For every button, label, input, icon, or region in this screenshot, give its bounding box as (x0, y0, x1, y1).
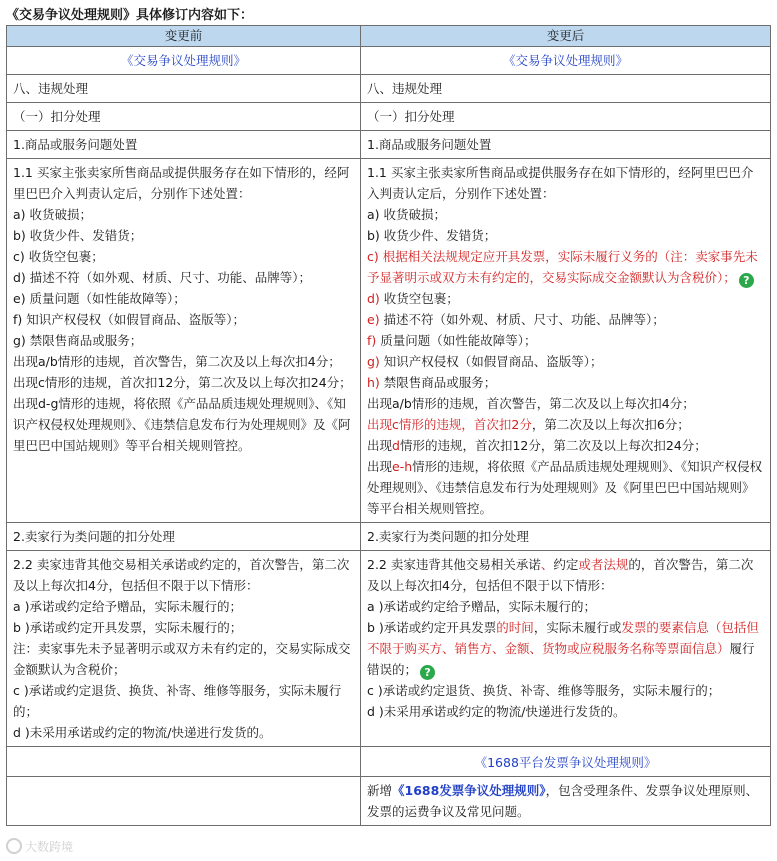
clause-line: a) 收货破损； (367, 207, 447, 222)
clause-text: 收货空包裹； (379, 291, 459, 306)
clause-2-2-after (361, 551, 771, 747)
clause-text: 情形的违规，首次扣12分，第二次及以上每次扣24分； (399, 438, 707, 453)
clause-line: 1.1 买家主张卖家所售商品或提供服务存在如下情形的，经阿里巴巴介入判责认定后，分别作下述处置： (367, 165, 754, 201)
watermark-logo-icon (6, 838, 22, 854)
clause-line (367, 372, 764, 393)
changed-text: d (392, 438, 400, 453)
new-clause-text: c) 根据相关法规规定应开具发票，实际未履行义务的（注：卖家事先未予显著明示或双方未有约定的，交易实际成交金额默认为含税价）； (367, 249, 758, 285)
changed-text: 的时间 (496, 620, 534, 635)
question-circle-icon[interactable]: ? (420, 665, 435, 680)
clause-line: d) 描述不符（如外观、材质、尺寸、功能、品牌等）； (13, 270, 312, 285)
section-after: 八、违规处理 (361, 75, 771, 103)
clause-2-2-before (7, 551, 361, 747)
section-before: 八、违规处理 (7, 75, 361, 103)
clause-line: 出现a/b情形的违规，首次警告，第二次及以上每次扣4分； (13, 354, 341, 369)
clause-line (367, 435, 764, 456)
changed-letter: e) (367, 312, 380, 327)
clause-line: 出现d-g情形的违规，将依照《产品品质违规处理规则》、《知识产权侵权处理规则》、《违禁信息发布行为处理规则》及《阿里巴巴中国站规则》等平台相关规则管控。 (13, 396, 351, 453)
clause-text: 履行错误的； (367, 641, 755, 677)
desc-text: ，包含受理条件、发票争议处理原则、发票的运费争议及常见问题。 (367, 783, 759, 819)
clause-text: 情形的违规，将依照《产品品质违规处理规则》、《知识产权侵权处理规则》、《违禁信息发布行为处理规则》及《阿里巴巴中国站规则》等平台相关规则管控。 (367, 459, 763, 516)
section-row (7, 75, 771, 103)
clause-text: 2.2 卖家违背其他交易相关承诺 (367, 557, 541, 572)
desc-text: 新增 (367, 783, 393, 798)
clause-line: 出现c情形的违规，首次扣12分，第二次及以上每次扣24分； (13, 375, 352, 390)
changed-text: 或者法规 (578, 557, 629, 572)
changed-letter: f) (367, 333, 377, 348)
clause-line (367, 617, 764, 680)
clause-line: b )承诺或约定开具发票，实际未履行的； (13, 620, 243, 635)
clause-line (367, 456, 764, 519)
clause-1-1-row (7, 159, 771, 523)
clause-line: c )承诺或约定退货、换货、补寄、维修等服务，实际未履行的； (367, 683, 721, 698)
header-after: 变更后 (361, 26, 771, 47)
item1-row (7, 131, 771, 159)
clause-line (367, 309, 764, 330)
item1-after: 1.商品或服务问题处置 (361, 131, 771, 159)
page-title: 《交易争议处理规则》具体修订内容如下： (6, 8, 254, 23)
clause-line: d )未采用承诺或约定的物流/快递进行发货的。 (367, 704, 626, 719)
clause-text: 描述不符（如外观、材质、尺寸、功能、品牌等）； (379, 312, 665, 327)
clause-line: c )承诺或约定退货、换货、补寄、维修等服务，实际未履行的； (13, 683, 342, 719)
clause-text: ，实际未履行或 (533, 620, 622, 635)
clause-line: a )承诺或约定给予赠品，实际未履行的； (367, 599, 597, 614)
changed-text: e-h (392, 459, 413, 474)
clause-line: 出现a/b情形的违规，首次警告，第二次及以上每次扣4分； (367, 396, 695, 411)
clause-line: 注：卖家事先未予显著明示或双方未有约定的，交易实际成交金额默认为含税价； (13, 641, 351, 677)
clause-line-new (367, 246, 764, 288)
clause-text: b )承诺或约定开具发票 (367, 620, 497, 635)
clause-text: 质量问题（如性能故障等）； (376, 333, 537, 348)
clause-1-1-before (7, 159, 361, 523)
clause-text: 的，首次警告，第二次及以上每次扣4分，包括但不限于以下情形： (367, 557, 754, 593)
clause-line (367, 351, 764, 372)
clause-text: 出现 (367, 438, 393, 453)
watermark (6, 838, 73, 855)
new-rule-desc (361, 777, 771, 826)
clause-text: ，第二次及以上每次扣6分； (531, 417, 690, 432)
rule-name-row (7, 47, 771, 75)
new-rule-link[interactable]: 《1688发票争议处理规则》 (392, 783, 546, 798)
clause-line: 1.1 买家主张卖家所售商品或提供服务存在如下情形的，经阿里巴巴介入判责认定后，分别作下述处置： (13, 165, 350, 201)
clause-line (367, 330, 764, 351)
subsection-before: （一）扣分处理 (7, 103, 361, 131)
subsection-after: （一）扣分处理 (361, 103, 771, 131)
subsection-row (7, 103, 771, 131)
item2-row (7, 523, 771, 551)
clause-line: b) 收货少件、发错货； (13, 228, 143, 243)
clause-line (367, 554, 764, 596)
clause-text: 禁限售商品或服务； (379, 375, 497, 390)
item1-before: 1.商品或服务问题处置 (7, 131, 361, 159)
clause-line: a )承诺或约定给予赠品，实际未履行的； (13, 599, 243, 614)
changed-letter: h) (367, 375, 380, 390)
changed-letter: d) (367, 291, 380, 306)
clause-line: e) 质量问题（如性能故障等）； (13, 291, 186, 306)
empty-cell (7, 777, 361, 826)
clause-line: b) 收货少件、发错货； (367, 228, 497, 243)
clause-line: a) 收货破损； (13, 207, 93, 222)
changed-text: 出现c情形的违规，首次扣2分 (367, 417, 532, 432)
clause-line: f) 知识产权侵权（如假冒商品、盗版等）； (13, 312, 246, 327)
rule-name-after: 《交易争议处理规则》 (361, 47, 771, 75)
header-before: 变更前 (7, 26, 361, 47)
watermark-text: 大数跨境 (25, 840, 74, 854)
clause-line: c) 收货空包裹； (13, 249, 104, 264)
clause-line: 2.2 卖家违背其他交易相关承诺或约定的，首次警告，第二次及以上每次扣4分，包括但不限于以下情形： (13, 557, 350, 593)
clause-text: 约定 (553, 557, 579, 572)
empty-cell (7, 747, 361, 777)
changed-text: 、 (540, 557, 554, 572)
clause-1-1-after (361, 159, 771, 523)
clause-line (367, 288, 764, 309)
question-circle-icon[interactable]: ? (739, 273, 754, 288)
clause-text: 出现 (367, 459, 393, 474)
changed-text: 发票的要素信息（包括但不限于购买方、销售方、金额、货物或应税服务名称等票面信息） (367, 620, 759, 656)
changed-letter: g) (367, 354, 380, 369)
clause-line (367, 414, 764, 435)
rule-name-before: 《交易争议处理规则》 (7, 47, 361, 75)
clause-2-2-row (7, 551, 771, 747)
new-rule-title: 《1688平台发票争议处理规则》 (361, 747, 771, 777)
clause-line: g) 禁限售商品或服务； (13, 333, 143, 348)
comparison-table (6, 25, 771, 826)
item2-before: 2.卖家行为类问题的扣分处理 (7, 523, 361, 551)
header-row (7, 26, 771, 47)
new-rule-desc-row (7, 777, 771, 826)
item2-after: 2.卖家行为类问题的扣分处理 (361, 523, 771, 551)
clause-line: d )未采用承诺或约定的物流/快递进行发货的。 (13, 725, 272, 740)
new-rule-title-row (7, 747, 771, 777)
clause-text: 知识产权侵权（如假冒商品、盗版等）； (379, 354, 603, 369)
